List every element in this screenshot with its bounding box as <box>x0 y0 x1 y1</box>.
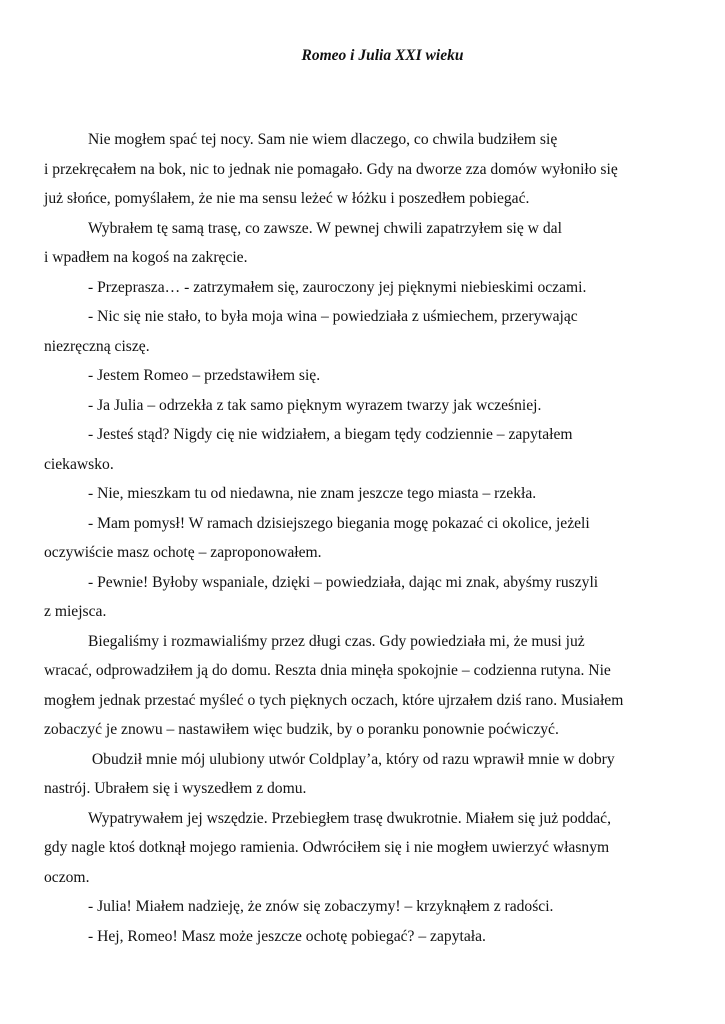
text-line: oczywiście masz ochotę – zaproponowałem. <box>44 544 322 561</box>
text-line: mogłem jednak przestać myśleć o tych pięknych oczach, które ujrzałem dziś rano. Musiałem <box>44 691 624 709</box>
text-line: Obudził mnie mój ulubiony utwór Coldplay’a, który od razu wprawił mnie w dobry <box>88 750 615 768</box>
text-line: - Ja Julia – odrzekła z tak samo pięknym wyrazem twarzy jak wcześniej. <box>88 396 542 414</box>
text-line: - Przeprasza… - zatrzymałem się, zauroczony jej pięknymi niebieskimi oczami. <box>88 278 587 296</box>
text-line: niezręczną ciszę. <box>44 337 150 355</box>
text-line: już słońce, pomyślałem, że nie ma sensu leżeć w łóżku i poszedłem pobiegać. <box>44 190 530 207</box>
text-line: - Hej, Romeo! Masz może jeszcze ochotę pobiegać? – zapytała. <box>88 927 486 945</box>
text-line: Biegaliśmy i rozmawialiśmy przez długi czas. Gdy powiedziała mi, że musi już <box>88 632 585 650</box>
text-line: ciekawsko. <box>44 455 114 473</box>
text-line: zobaczyć je znowu – nastawiłem więc budzik, by o poranku ponownie poćwiczyć. <box>44 721 559 738</box>
text-line: - Pewnie! Byłoby wspaniale, dzięki – powiedziała, dając mi znak, abyśmy ruszyli <box>88 573 599 591</box>
document-title: Romeo i Julia XXI wieku <box>301 47 464 64</box>
text-line: Nie mogłem spać tej nocy. Sam nie wiem dlaczego, co chwila budziłem się <box>88 131 558 148</box>
text-line: - Mam pomysł! W ramach dzisiejszego biegania mogę pokazać ci okolice, jeżeli <box>88 514 590 532</box>
document-body <box>44 125 684 951</box>
text-line: Wypatrywałem jej wszędzie. Przebiegłem trasę dwukrotnie. Miałem się już poddać, <box>88 809 611 827</box>
text-line: i przekręcałem na bok, nic to jednak nie pomagało. Gdy na dworze zza domów wyłoniło się <box>44 160 618 178</box>
text-line: gdy nagle ktoś dotknął mojego ramienia. Odwróciłem się i nie mogłem uwierzyć własnym <box>44 839 610 856</box>
text-line: nastrój. Ubrałem się i wyszedłem z domu. <box>44 780 307 797</box>
text-line: - Jesteś stąd? Nigdy cię nie widziałem, a biegam tędy codziennie – zapytałem <box>88 426 573 443</box>
text-line: oczom. <box>44 868 90 886</box>
text-line: - Jestem Romeo – przedstawiłem się. <box>88 367 321 384</box>
text-line: Wybrałem tę samą trasę, co zawsze. W pewnej chwili zapatrzyłem się w dal <box>88 219 562 237</box>
text-line: - Julia! Miałem nadzieję, że znów się zobaczymy! – krzyknąłem z radości. <box>88 898 554 915</box>
text-line: - Nic się nie stało, to była moja wina – powiedziała z uśmiechem, przerywając <box>88 308 578 325</box>
text-line: - Nie, mieszkam tu od niedawna, nie znam jeszcze tego miasta – rzekła. <box>88 485 537 502</box>
text-line: wracać, odprowadziłem ją do domu. Reszta dnia minęła spokojnie – codzienna rutyna. Nie <box>44 662 611 679</box>
text-line: z miejsca. <box>44 603 107 620</box>
text-line: i wpadłem na kogoś na zakręcie. <box>44 249 248 266</box>
